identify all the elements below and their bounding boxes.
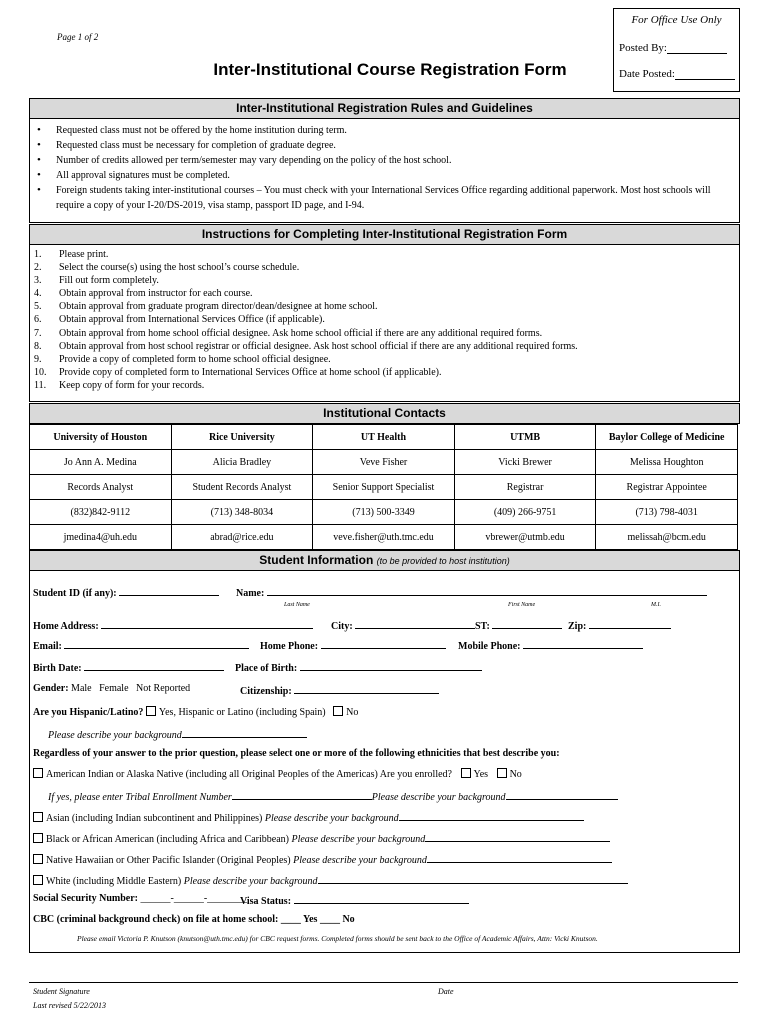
instruction-item	[30, 300, 739, 313]
contacts-row	[30, 450, 738, 475]
instruction-item	[30, 353, 739, 366]
black-option[interactable]: Black or African American (including Africa and Caribbean) Please describe your background	[33, 831, 610, 845]
instruction-text: Keep copy of form for your records.	[59, 379, 205, 391]
instruction-item	[30, 287, 739, 300]
gender-field[interactable]: Gender: Male Female Not Reported	[33, 683, 191, 694]
instruction-text: Obtain approval from host school registrar or official designee. Ask host school official if there are any additional required forms.	[59, 340, 578, 352]
instruction-text: Select the course(s) using the host school’s course schedule.	[59, 262, 300, 274]
instruction-item	[30, 366, 739, 379]
knutson-email-link[interactable]: knutson@uth.tmc.edu	[180, 934, 246, 943]
home-address-field[interactable]: Home Address:	[33, 618, 313, 632]
contact-email[interactable]: veve.fisher@uth.tmc.edu	[313, 525, 455, 550]
home-phone-field[interactable]: Home Phone:	[260, 638, 446, 652]
signature-line[interactable]	[29, 982, 738, 983]
instruction-text: Obtain approval from International Services Office (if applicable).	[59, 314, 325, 326]
enrolled-no-checkbox[interactable]	[497, 768, 507, 778]
hispanic-yes-checkbox[interactable]	[146, 706, 156, 716]
contact-cell: Registrar Appointee	[596, 475, 738, 500]
contact-cell: (713) 798-4031	[596, 500, 738, 525]
contact-cell: (832)842-9112	[30, 500, 172, 525]
name-field[interactable]: Name:	[236, 585, 707, 599]
student-heading: Student Information (to be provided to host institution)	[29, 550, 740, 571]
instruction-number: 3.	[34, 275, 42, 287]
instruction-number: 2.	[34, 262, 42, 274]
instruction-item	[30, 248, 739, 261]
instruction-number: 4.	[34, 288, 42, 300]
hispanic-no-checkbox[interactable]	[333, 706, 343, 716]
rules-box	[29, 119, 740, 223]
instruction-text: Obtain approval from graduate program director/dean/designee at home school.	[59, 301, 378, 313]
birth-date-field[interactable]: Birth Date:	[33, 660, 224, 674]
contact-cell: Senior Support Specialist	[313, 475, 455, 500]
rules-list	[30, 123, 739, 213]
contacts-column-header: Baylor College of Medicine	[596, 425, 738, 450]
instruction-text: Please print.	[59, 249, 109, 260]
contacts-heading: Institutional Contacts	[29, 403, 740, 424]
mobile-phone-field[interactable]: Mobile Phone:	[458, 638, 643, 652]
date-posted-field[interactable]: Date Posted:	[619, 68, 735, 80]
tribal-enrollment-field[interactable]: If yes, please enter Tribal Enrollment Number Please describe your background	[48, 789, 618, 803]
cbc-field[interactable]: CBC (criminal background check) on file at home school: ____ Yes ____ No	[33, 914, 355, 925]
rule-item: • Foreign students taking inter-institutional courses – You must check with your International Services Office regarding additional paperwork. Most host schools will require a copy of your I-20/DS-2019, visa stamp, passport ID page, and I-94.	[30, 183, 739, 213]
instruction-number: 6.	[34, 314, 42, 326]
instruction-item	[30, 379, 739, 392]
instruction-number: 10.	[34, 366, 47, 378]
contact-email[interactable]: jmedina4@uh.edu	[30, 525, 172, 550]
enrolled-yes-checkbox[interactable]	[461, 768, 471, 778]
contact-cell: (713) 348-8034	[171, 500, 313, 525]
instruction-number: 8.	[34, 340, 42, 352]
asian-checkbox[interactable]	[33, 812, 43, 822]
last-name-caption: Last Name	[284, 602, 310, 608]
instruction-item	[30, 313, 739, 326]
instruction-text: Provide a copy of completed form to home school official designee.	[59, 353, 331, 365]
instruction-item	[30, 340, 739, 353]
office-use-title: For Office Use Only	[631, 14, 722, 26]
instruction-number: 9.	[34, 353, 42, 365]
contact-cell: Veve Fisher	[313, 450, 455, 475]
instructions-box	[29, 245, 740, 402]
citizenship-field[interactable]: Citizenship:	[240, 683, 439, 697]
instruction-text: Fill out form completely.	[59, 275, 159, 287]
rule-item: • Requested class must not be offered by the home institution during term.	[30, 123, 739, 138]
contacts-row	[30, 525, 738, 550]
instruction-item	[30, 327, 739, 340]
contacts-column-header: UT Health	[313, 425, 455, 450]
cbc-email-note: Please email Victoria P. Knutson (knutson@uth.tmc.edu) for CBC request forms. Completed forms should be sent back to the Office of Academic Affairs, Attn: Vicki Knutson.	[77, 934, 598, 943]
date-label: Date	[438, 987, 454, 996]
contacts-column-header: UTMB	[454, 425, 596, 450]
zip-field[interactable]: Zip:	[568, 618, 671, 632]
form-title: Inter-Institutional Course Registration Form	[213, 60, 567, 79]
instruction-item	[30, 274, 739, 287]
american-indian-option: American Indian or Alaska Native (including all Original Peoples of the Americas) Are you enrolled? Yes No	[33, 768, 522, 780]
white-option[interactable]: White (including Middle Eastern) Please describe your background	[33, 873, 628, 887]
contacts-header-row	[30, 425, 738, 450]
instruction-item	[30, 261, 739, 274]
contacts-column-header: Rice University	[171, 425, 313, 450]
contact-cell: Vicki Brewer	[454, 450, 596, 475]
hawaiian-checkbox[interactable]	[33, 854, 43, 864]
instruction-number: 11.	[34, 379, 47, 391]
contacts-table-wrap	[29, 424, 740, 550]
contact-cell: Alicia Bradley	[171, 450, 313, 475]
instruction-number: 7.	[34, 327, 42, 339]
instruction-number: 1.	[34, 249, 42, 260]
student-id-field[interactable]: Student ID (if any):	[33, 585, 219, 599]
page-number: Page 1 of 2	[57, 32, 99, 42]
instructions-heading: Instructions for Completing Inter-Institutional Registration Form	[29, 224, 740, 245]
visa-status-field[interactable]: Visa Status:	[240, 893, 469, 907]
contact-cell: Registrar	[454, 475, 596, 500]
signature-label: Student Signature	[33, 987, 90, 996]
mi-caption: M.I.	[651, 602, 661, 608]
contact-cell: (409) 266-9751	[454, 500, 596, 525]
contact-cell: Records Analyst	[30, 475, 172, 500]
contacts-table	[29, 424, 738, 550]
place-of-birth-field[interactable]: Place of Birth:	[235, 660, 482, 674]
contacts-row	[30, 475, 738, 500]
instruction-text: Obtain approval from home school official designee. Ask home school official if there are any additional required forms.	[59, 327, 543, 339]
last-revised: Last revised 5/22/2013	[33, 1001, 107, 1010]
hispanic-question: Are you Hispanic/Latino? Yes, Hispanic or Latino (including Spain) No	[33, 707, 359, 718]
contact-email[interactable]: melissah@bcm.edu	[596, 525, 738, 550]
office-use-box	[613, 8, 740, 92]
contact-cell: Jo Ann A. Medina	[30, 450, 172, 475]
ethnicity-question: Regardless of your answer to the prior question, please select one or more of the following ethnicities that best describe you:	[33, 748, 560, 759]
rules-heading: Inter-Institutional Registration Rules and Guidelines	[29, 98, 740, 119]
contacts-column-header: University of Houston	[30, 425, 172, 450]
rule-item: • All approval signatures must be completed.	[30, 168, 739, 183]
instruction-number: 5.	[34, 301, 42, 313]
asian-option[interactable]: Asian (including Indian subcontinent and Philippines) Please describe your background	[33, 810, 584, 824]
contact-cell: (713) 500-3349	[313, 500, 455, 525]
black-checkbox[interactable]	[33, 833, 43, 843]
contacts-row	[30, 500, 738, 525]
american-indian-checkbox[interactable]	[33, 768, 43, 778]
rule-item: • Number of credits allowed per term/semester may vary depending on the policy of the host school.	[30, 153, 739, 168]
contact-email[interactable]: vbrewer@utmb.edu	[454, 525, 596, 550]
ssn-field[interactable]: Social Security Number: ______-______-________	[33, 893, 248, 904]
instructions-list	[30, 248, 739, 392]
instruction-text: Provide copy of completed form to International Services Office at home school (if applicable).	[59, 366, 442, 378]
contact-cell: Melissa Houghton	[596, 450, 738, 475]
instruction-text: Obtain approval from instructor for each course.	[59, 288, 253, 300]
white-checkbox[interactable]	[33, 875, 43, 885]
email-field[interactable]: Email:	[33, 638, 249, 652]
first-name-caption: First Name	[508, 602, 536, 608]
state-field[interactable]: ST:	[475, 618, 562, 632]
contact-cell: Student Records Analyst	[171, 475, 313, 500]
contact-email[interactable]: abrad@rice.edu	[171, 525, 313, 550]
rule-item: • Requested class must be necessary for completion of graduate degree.	[30, 138, 739, 153]
city-field[interactable]: City:	[331, 618, 475, 632]
posted-by-field[interactable]: Posted By:	[619, 42, 727, 54]
hawaiian-option[interactable]: Native Hawaiian or Other Pacific Islander (Original Peoples) Please describe your background	[33, 852, 612, 866]
hispanic-background-field[interactable]: Please describe your background	[48, 727, 307, 741]
